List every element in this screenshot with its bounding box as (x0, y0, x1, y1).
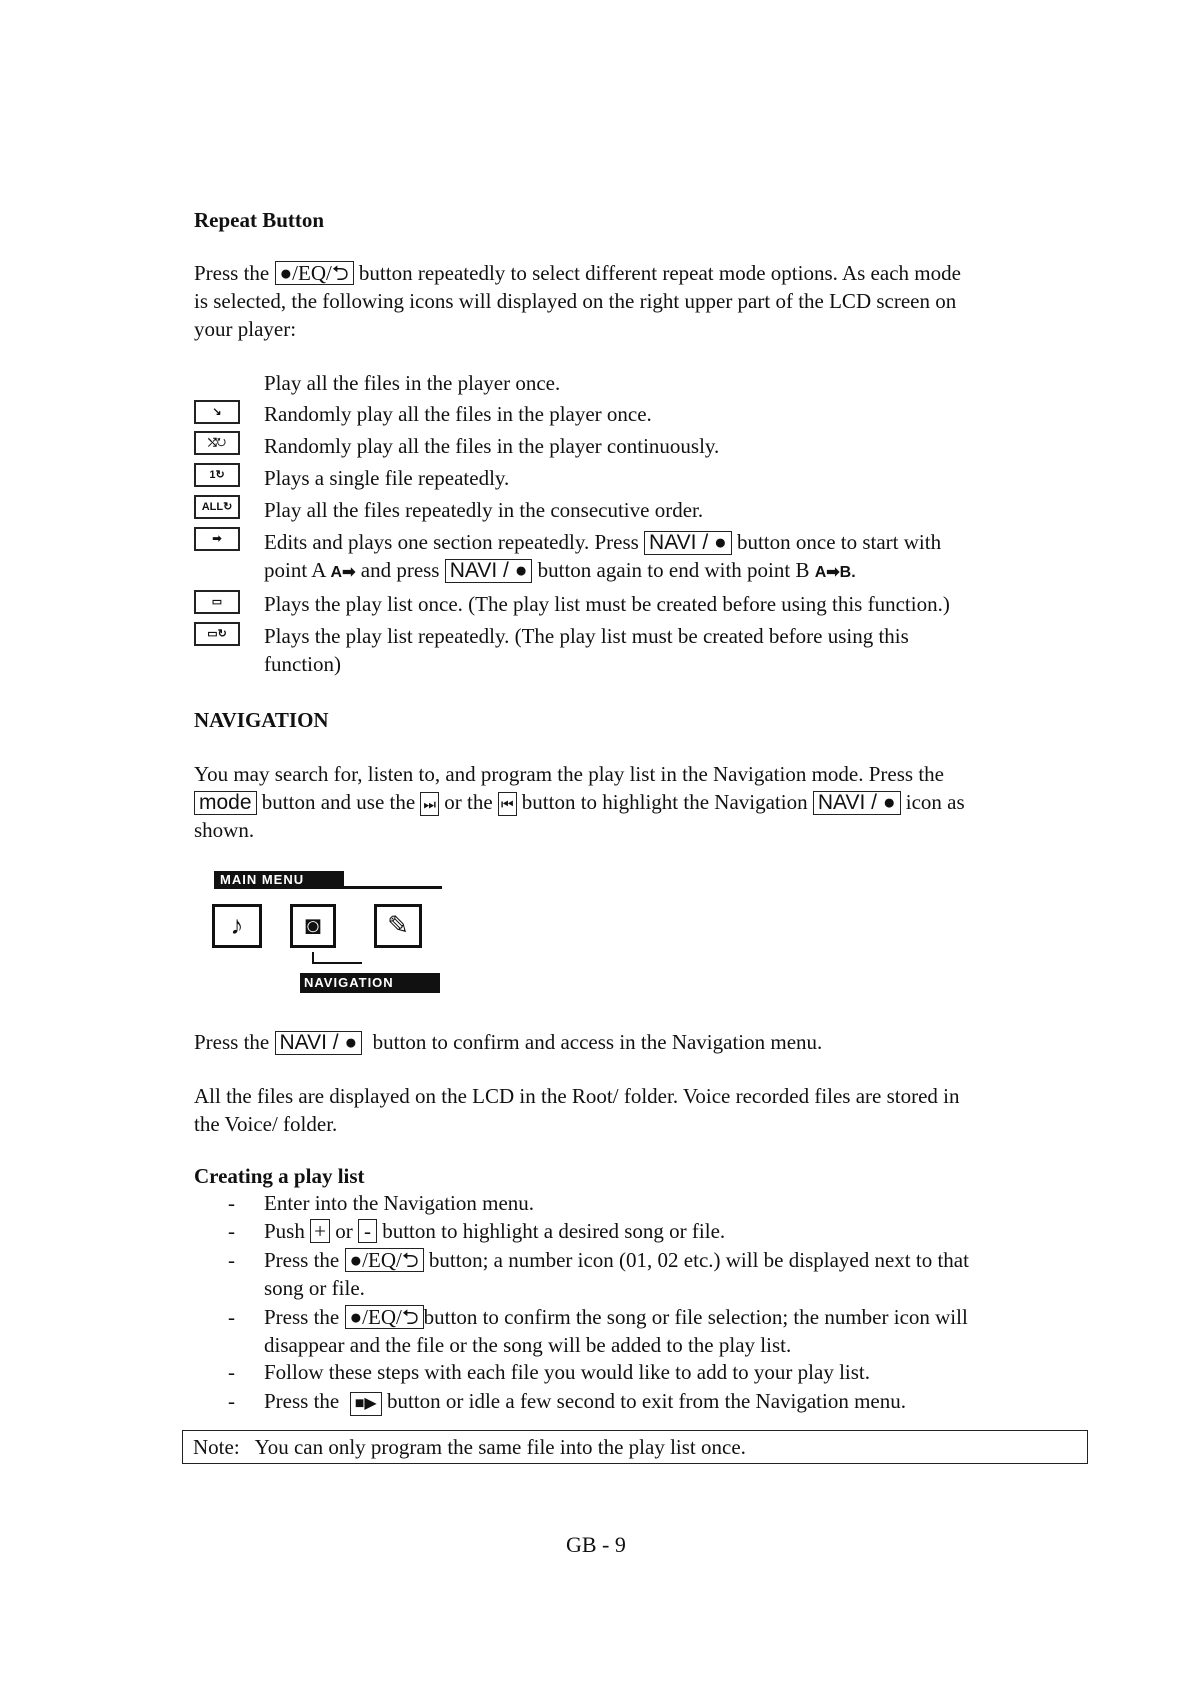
navi-button-label: NAVI / ● (275, 1031, 363, 1055)
mode-repeat-all: Play all the files repeatedly in the consecutive order. (264, 498, 704, 522)
music-icon: ♪ (212, 904, 262, 948)
random-once-icon: ↘ (194, 400, 240, 424)
play-stop-button-label: ■▶ (350, 1392, 382, 1416)
navigation-icon: ◙ (290, 904, 336, 948)
nav-text: Press the (194, 1030, 270, 1054)
ab-repeat-icon: ➡ (194, 527, 240, 551)
b-point-icon: A➡B. (814, 564, 856, 581)
navigation-intro (194, 760, 1094, 844)
a-point-icon: A➡ (330, 564, 356, 581)
playlist-repeat-icon: ▭↻ (194, 622, 240, 646)
playlist-heading: Creating a play list (194, 1164, 365, 1188)
bullet: - (228, 1219, 235, 1243)
eq-button-label: ●/EQ/⮌ (275, 261, 354, 285)
bullet: - (228, 1389, 235, 1413)
step-6 (264, 1387, 906, 1416)
intro-text: button repeatedly to select different repeat mode options. As each mode (358, 261, 961, 285)
repeat-one-icon: 1↻ (194, 463, 240, 487)
ab-text: button again to end with point B (537, 558, 810, 582)
step-2 (264, 1217, 725, 1245)
confirm-text (194, 1028, 822, 1056)
step-3 (264, 1246, 1104, 1302)
step-text: Press the (264, 1248, 340, 1272)
navigation-heading: NAVIGATION (194, 708, 329, 732)
playlist-repeat-text: function) (264, 652, 341, 676)
eq-button-label: ●/EQ/⮌ (345, 1305, 424, 1329)
bullet: - (228, 1191, 235, 1215)
pointer-line (312, 962, 362, 964)
minus-button-label: - (358, 1219, 377, 1243)
step-text: button to highlight a desired song or file. (382, 1219, 726, 1243)
navi-button-label: NAVI / ● (813, 791, 901, 815)
note-text: You can only program the same file into the play list once. (254, 1435, 746, 1459)
page-number: GB - 9 (566, 1532, 626, 1557)
plus-button-label: + (310, 1219, 330, 1243)
mode-random-once: Randomly play all the files in the player once. (264, 402, 652, 426)
intro-text: is selected, the following icons will displayed on the right upper part of the LCD screen on (194, 289, 957, 313)
navi-button-label: NAVI / ● (644, 531, 732, 555)
nav-text: button to confirm and access in the Navigation menu. (372, 1030, 823, 1054)
nav-text: button to highlight the Navigation (521, 790, 808, 814)
step-text: or (335, 1219, 353, 1243)
menu-underline (338, 886, 442, 889)
nav-text: icon as (905, 790, 965, 814)
bullet: - (228, 1248, 235, 1272)
main-menu-title: MAIN MENU (214, 871, 344, 889)
eq-button-label: ●/EQ/⮌ (345, 1248, 424, 1272)
ab-text: Edits and plays one section repeatedly. Press (264, 530, 639, 554)
step-1: Enter into the Navigation menu. (264, 1191, 535, 1215)
bullet: - (228, 1360, 235, 1384)
prev-button-icon: ⏮ (498, 792, 517, 816)
nav-text: button and use the (261, 790, 416, 814)
repeat-all-icon: ALL↻ (194, 495, 240, 519)
step-text: button; a number icon (01, 02 etc.) will be displayed next to that (428, 1248, 969, 1272)
nav-text: You may search for, listen to, and program the play list in the Navigation mode. Press the (194, 762, 944, 786)
note-box (182, 1430, 1088, 1464)
nav-text: the Voice/ folder. (194, 1112, 338, 1136)
step-text: disappear and the file or the song will be added to the play list. (264, 1333, 792, 1357)
next-button-icon: ⏭ (420, 792, 439, 816)
step-text: Press the (264, 1389, 340, 1413)
ab-text: point A (264, 558, 326, 582)
note-label: Note: (193, 1435, 240, 1459)
mode-normal: Play all the files in the player once. (264, 371, 561, 395)
mode-button-label: mode (194, 791, 257, 815)
mode-ab-repeat (264, 528, 1064, 587)
bullet: - (228, 1305, 235, 1329)
ab-text: and press (360, 558, 440, 582)
step-text: button to confirm the song or file selection; the number icon will (423, 1305, 968, 1329)
nav-text: All the files are displayed on the LCD in the Root/ folder. Voice recorded files are stored in (194, 1084, 960, 1108)
repeat-heading: Repeat Button (194, 208, 325, 232)
playlist-once-icon: ▭ (194, 590, 240, 614)
nav-text: shown. (194, 818, 255, 842)
random-repeat-icon: ⤭↻ (194, 431, 240, 455)
folders-text (194, 1082, 1094, 1138)
step-text: Push (264, 1219, 305, 1243)
intro-text: your player: (194, 317, 297, 341)
navi-button-label: NAVI / ● (445, 559, 533, 583)
ab-text: button once to start with (736, 530, 942, 554)
mode-repeat-one: Plays a single file repeatedly. (264, 466, 510, 490)
playlist-repeat-text: Plays the play list repeatedly. (The play list must be created before using this (264, 624, 909, 648)
mode-playlist-repeat (264, 622, 1064, 678)
step-text: button or idle a few second to exit from the Navigation menu. (386, 1389, 907, 1413)
step-5: Follow these steps with each file you would like to add to your play list. (264, 1360, 870, 1384)
nav-text: or the (444, 790, 493, 814)
voice-icon: ✎ (374, 904, 422, 948)
mode-random-repeat: Randomly play all the files in the player continuously. (264, 434, 720, 458)
mode-playlist-once: Plays the play list once. (The play list must be created before using this function.) (264, 592, 950, 616)
intro-text: Press the (194, 261, 270, 285)
step-text: Press the (264, 1305, 340, 1329)
step-text: song or file. (264, 1276, 365, 1300)
step-4 (264, 1303, 1104, 1359)
navigation-label: NAVIGATION (300, 973, 440, 993)
repeat-intro (194, 259, 1094, 343)
